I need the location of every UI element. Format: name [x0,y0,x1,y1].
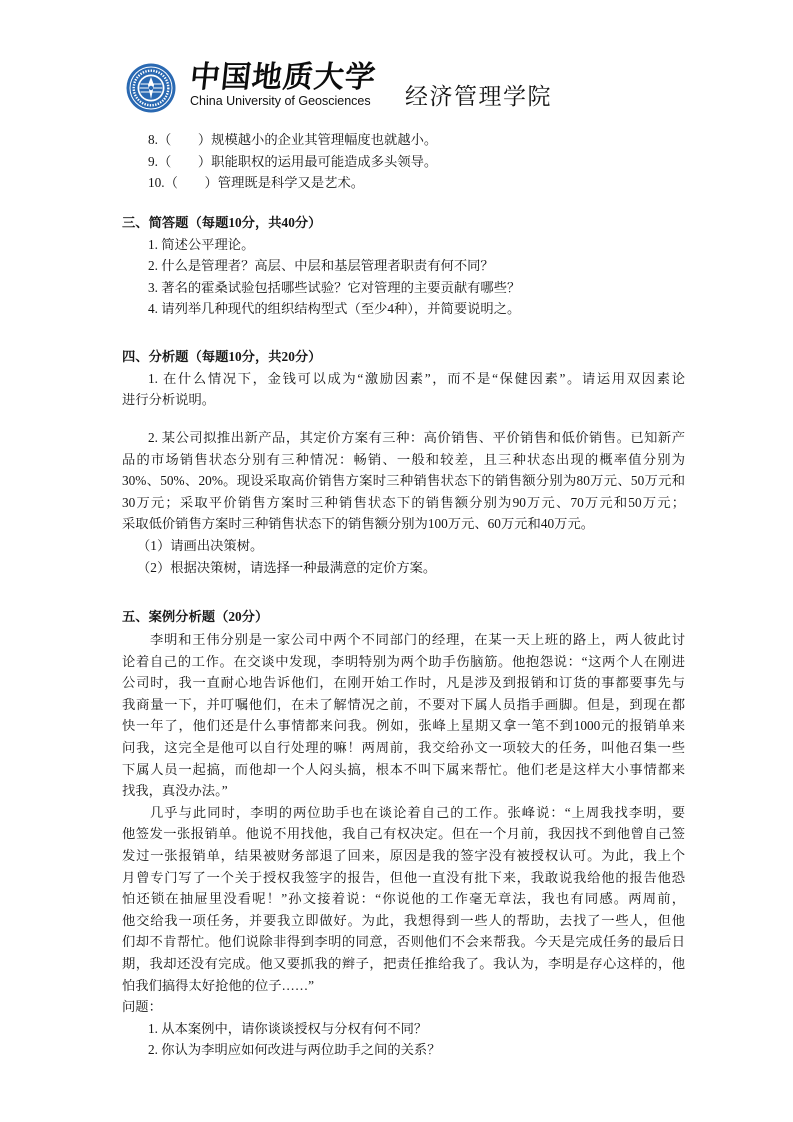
question-line: 进行分析说明。 [122,392,216,408]
university-calligraphy-name: 中国地质大学 [188,60,378,95]
question-item: 4. 请列举几种现代的组织结构型式（至少4种），并简要说明之。 [148,301,521,317]
question-line: 2. 某公司拟推出新产品，其定价方案有三种：高价销售、平价销售和低价销售。已知新产 [148,430,685,445]
question-line: 品的市场销售状态分别有三种情况：畅销、一般和较差，且三种状态出现的概率值分别为 [122,451,685,467]
section-heading: 五、案例分析题（20分） [122,609,269,624]
paragraph-line: 们却不肯帮忙。他们说除非得到李明的同意，否则他们不会来帮我。今天是完成任务的最后日 [122,934,685,950]
question-line: 30%、50%、20%。现设采取高价销售方案时三种销售状态下的销售额分别为80万元、50万元和 [122,473,685,489]
paragraph-line: 怕我们搞得太好抢他的位子……” [122,977,315,993]
judgement-items [122,129,685,194]
question-line: 1. 在什么情况下，金钱可以成为“激励因素”，而不是“保健因素”。请运用双因素论 [148,370,685,386]
paragraph-line: 期，我却还没有完成。他又要抓我的辫子，把责任推给我了。我认为，李明是存心这样的，他 [122,955,685,971]
question-line: 30万元；采取平价销售方案时三种销售状态下的销售额分别为90万元、70万元和50万元； [122,494,685,510]
paragraph-line: 下属人员一起搞，而他却一个人闷头搞，根本不叫下属来帮忙。他们老是这样大小事情都来 [122,761,685,777]
section-heading: 三、简答题（每题10分，共40分） [122,215,322,230]
paragraph-line: 快一年了，他们还是什么事情都来问我。例如，张峰上星期又拿一笔不到1000元的报销单来 [122,718,685,734]
paragraph-line: 几乎与此同时，李明的两位助手也在谈论着自己的工作。张峰说：“上周我找李明，要 [150,804,685,820]
judgement-item: 9.（ ）职能职权的运用最可能造成多头领导。 [148,153,438,169]
analysis-question-2 [122,427,685,578]
case-paragraph-1 [122,629,685,802]
case-paragraph-2 [122,802,685,996]
paragraph-line: 月曾专门写了一个关于授权我签字的报告，但他一直没有批下来，我敢说我给他的报告他恐 [122,869,685,885]
case-question: 2. 你认为李明应如何改进与两位助手之间的关系？ [148,1042,441,1058]
paragraph-line: 他交给我一项任务，并要我立即做好。为此，我想得到一些人的帮助，去找了一些人，但他 [122,912,685,928]
short-answer-section [122,212,685,320]
paragraph-line: 怕还锁在抽屉里没看呢！”孙文接着说：“你说他的工作毫无章法，我也有同感。两周前， [122,891,685,907]
paragraph-line: 发过一张报销单，结果被财务部退了回来，原因是我的签字没有被授权认可。为此，我上个 [122,847,685,863]
sub-question: （2）根据决策树，请选择一种最满意的定价方案。 [137,559,437,575]
question-item: 1. 简述公平理论。 [148,236,255,252]
paragraph-line: 问我，这完全是他可以自行处理的嘛！两周前，我交给孙文一项较大的任务，叫他召集一些 [122,739,685,755]
school-name: 经济管理学院 [405,84,552,109]
section-heading: 四、分析题（每题10分，共20分） [122,349,322,364]
analysis-section [122,346,685,411]
question-line: 采取低价销售方案时三种销售状态下的销售额分别为100万元、60万元和40万元。 [122,516,595,532]
judgement-item: 10.（ ）管理既是科学又是艺术。 [148,175,365,191]
university-emblem-icon [126,63,176,113]
case-question: 1. 从本案例中，请你谈谈授权与分权有何不同？ [148,1020,428,1036]
questions-label: 问题： [122,999,162,1015]
paragraph-line: 我商量一下，并叮嘱他们，在未了解情况之前，不要对下属人员指手画脚。但是，到现在都 [122,696,685,712]
judgement-item: 8.（ ）规模越小的企业其管理幅度也就越小。 [148,132,438,147]
paragraph-line: 找我，真没办法。” [122,783,228,799]
paragraph-line: 论着自己的工作。在交谈中发现，李明特别为两个助手伤脑筋。他抱怨说：“这两个人在刚进 [122,653,685,669]
case-section-heading-block [122,606,685,628]
paragraph-line: 公司时，我一直耐心地告诉他们，在刚开始工作时，凡是涉及到报销和订货的事都要事先与 [122,675,685,691]
sub-question: （1）请画出决策树。 [137,537,264,553]
university-english-name: China University of Geosciences [190,94,371,108]
question-item: 3. 著名的霍桑试验包括哪些试验？它对管理的主要贡献有哪些？ [148,279,521,295]
question-item: 2. 什么是管理者？高层、中层和基层管理者职责有何不同？ [148,258,494,274]
case-study-text [122,629,685,1061]
paragraph-line: 李明和王伟分别是一家公司中两个不同部门的经理，在某一天上班的路上，两人彼此讨 [150,632,685,647]
paragraph-line: 他签发一张报销单。他说不用找他，我自己有权决定。但在一个月前，我因找不到他曾自己签 [122,826,685,842]
